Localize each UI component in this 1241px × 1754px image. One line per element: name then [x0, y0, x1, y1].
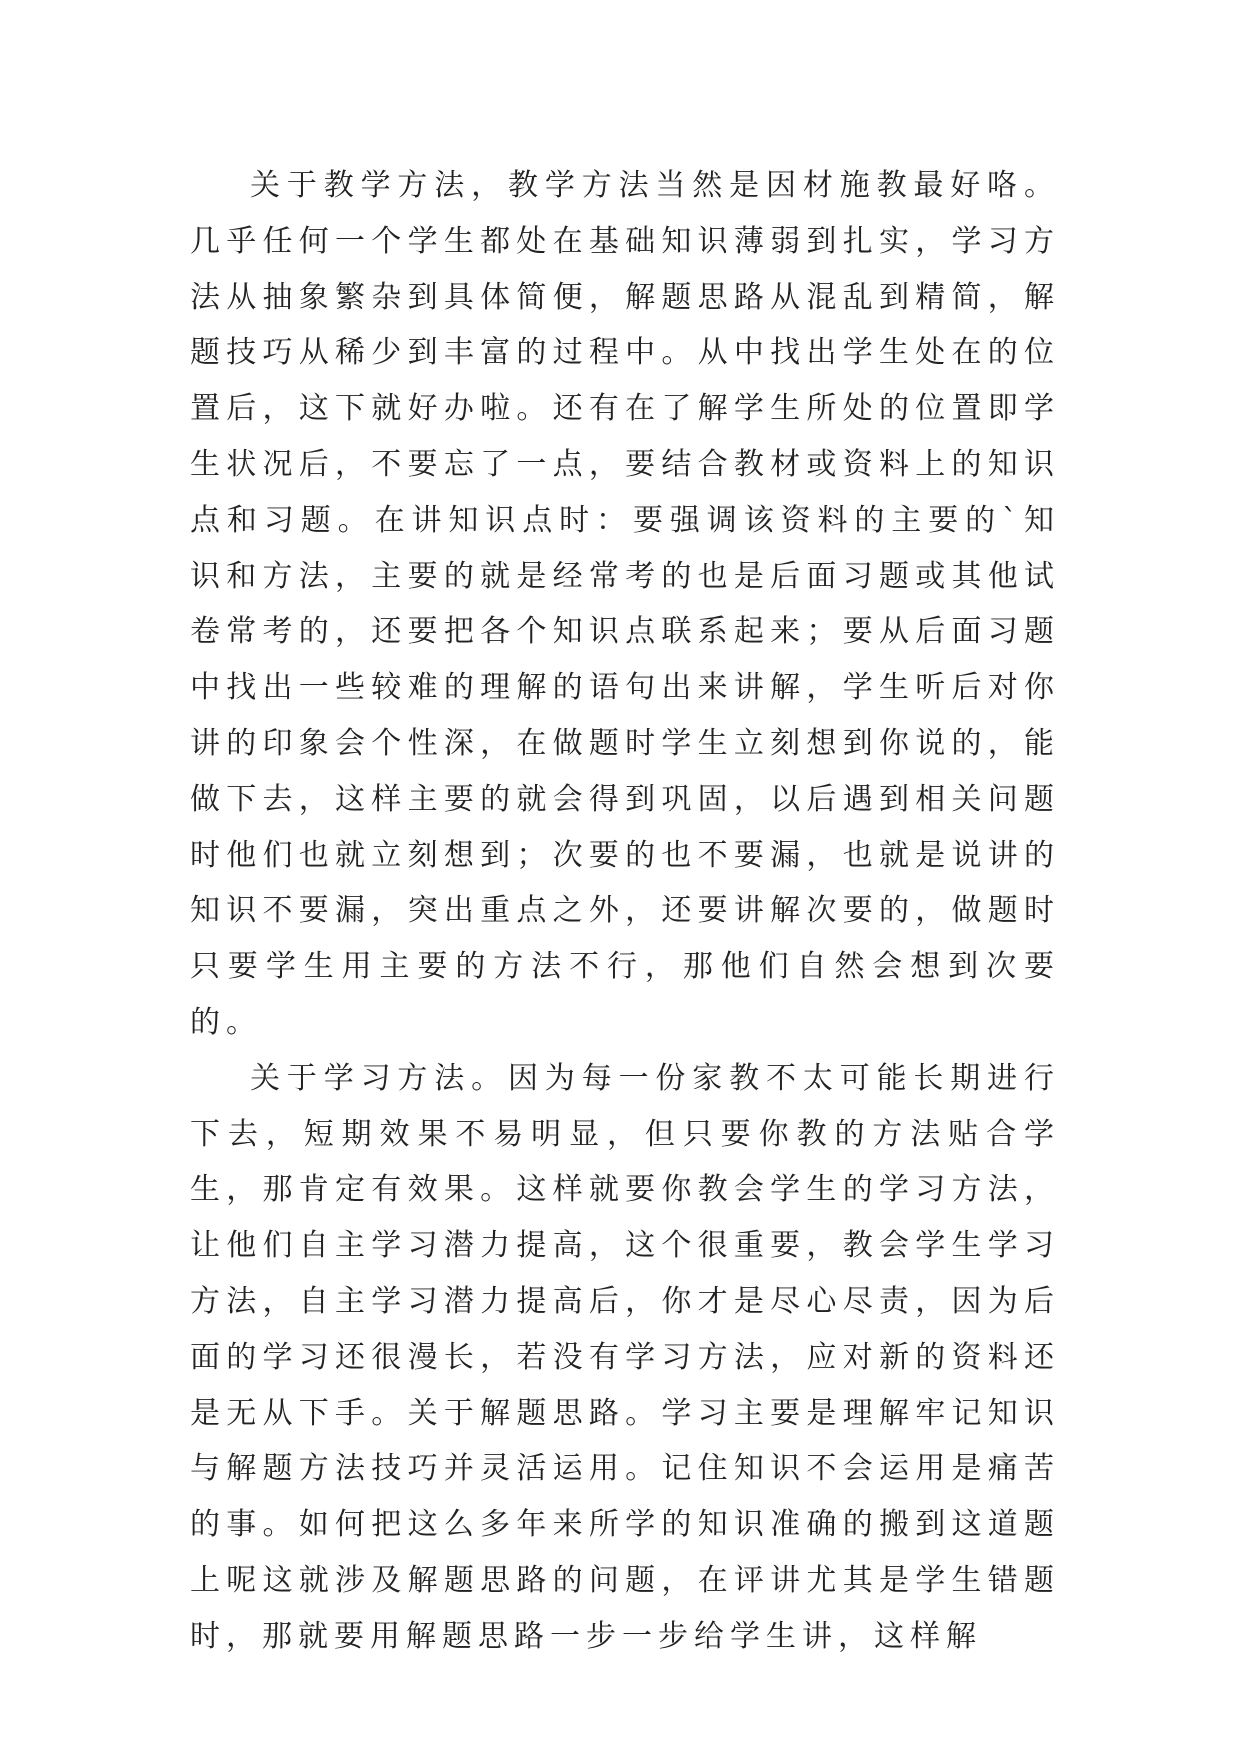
document-body	[190, 158, 1060, 1665]
paragraph-learning-methods: 关于学习方法。因为每一份家教不太可能长期进行下去，短期效果不易明显，但只要你教的方法贴合学生，那肯定有效果。这样就要你教会学生的学习方法，让他们自主学习潜力提高，这个很重要，教会学生学习方法，自主学习潜力提高后，你才是尽心尽责，因为后面的学习还很漫长，若没有学习方法，应对新的资料还是无从下手。关于解题思路。学习主要是理解牢记知识与解题方法技巧并灵活运用。记住知识不会运用是痛苦的事。如何把这么多年来所学的知识准确的搬到这道题上呢这就涉及解题思路的问题，在评讲尤其是学生错题时，那就要用解题思路一步一步给学生讲，这样解	[190, 1060, 1060, 1654]
paragraph-teaching-methods: 关于教学方法，教学方法当然是因材施教最好咯。几乎任何一个学生都处在基础知识薄弱到扎实，学习方法从抽象繁杂到具体简便，解题思路从混乱到精简，解题技巧从稀少到丰富的过程中。从中找出学生处在的位置后，这下就好办啦。还有在了解学生所处的位置即学生状况后，不要忘了一点，要结合教材或资料上的知识点和习题。在讲知识点时：要强调该资料的主要的`知识和方法，主要的就是经常考的也是后面习题或其他试卷常考的，还要把各个知识点联系起来；要从后面习题中找出一些较难的理解的语句出来讲解，学生听后对你讲的印象会个性深，在做题时学生立刻想到你说的，能做下去，这样主要的就会得到巩固，以后遇到相关问题时他们也就立刻想到；次要的也不要漏，也就是说讲的知识不要漏，突出重点之外，还要讲解次要的，做题时只要学生用主要的方法不行，那他们自然会想到次要的。	[190, 168, 1060, 1040]
